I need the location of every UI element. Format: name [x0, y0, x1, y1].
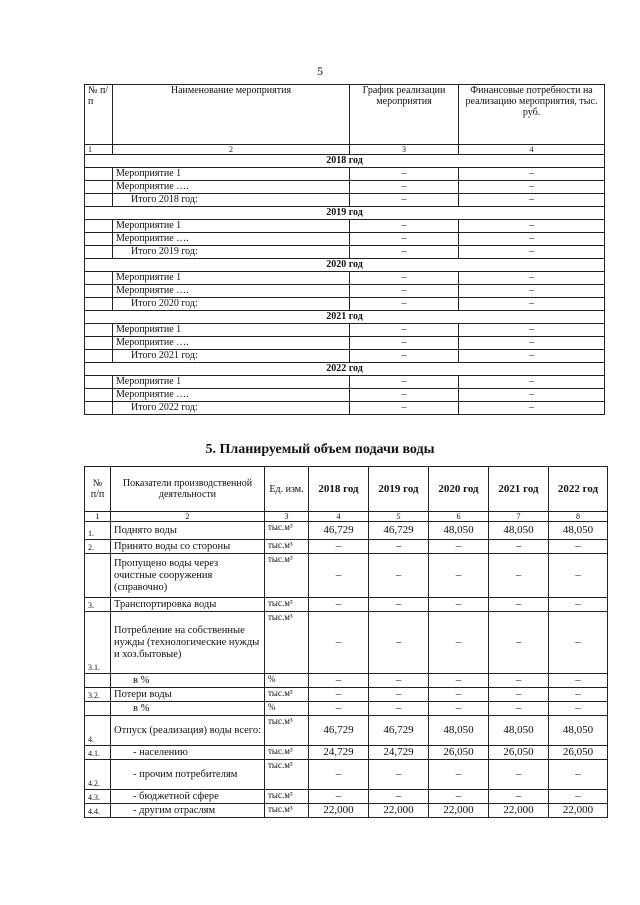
table-row: [85, 285, 605, 298]
table-row: [85, 612, 608, 674]
column-number-row: [85, 512, 608, 522]
value-cell: –: [549, 554, 608, 598]
row-num: [85, 350, 113, 363]
schedule-cell: –: [350, 285, 459, 298]
value-cell: –: [429, 554, 489, 598]
activity-name: Итого 2021 год:: [113, 350, 350, 363]
row-num: [85, 194, 113, 207]
value-cell: –: [309, 702, 369, 716]
table-header-row: [85, 85, 605, 145]
schedule-cell: –: [350, 220, 459, 233]
activity-name: Мероприятие ….: [113, 337, 350, 350]
indicator-name: - населению: [111, 746, 265, 760]
value-cell: 22,000: [549, 804, 608, 818]
col-number: 6: [429, 512, 489, 522]
value-cell: 26,050: [489, 746, 549, 760]
col-number: 5: [369, 512, 429, 522]
table-row: [85, 554, 608, 598]
col-number: 4: [309, 512, 369, 522]
value-cell: –: [309, 612, 369, 674]
finance-cell: –: [459, 298, 605, 311]
activity-name: Итого 2019 год:: [113, 246, 350, 259]
row-num: 4.: [85, 716, 111, 746]
header-num: № п/п: [85, 85, 113, 145]
unit-cell: тыс.м³: [265, 716, 309, 746]
activity-name: Итого 2022 год:: [113, 402, 350, 415]
indicator-name: в %: [111, 674, 265, 688]
header-year-2018: 2018 год: [309, 467, 369, 512]
value-cell: –: [309, 598, 369, 612]
table-header-row: [85, 467, 608, 512]
table-row: [85, 688, 608, 702]
schedule-cell: –: [350, 194, 459, 207]
unit-cell: тыс.м³: [265, 540, 309, 554]
col-number: 2: [111, 512, 265, 522]
header-year-2020: 2020 год: [429, 467, 489, 512]
table-row: [85, 598, 608, 612]
row-num: [85, 376, 113, 389]
header-indicator: Показатели производственной деятельности: [111, 467, 265, 512]
year-title: 2019 год: [85, 207, 605, 220]
value-cell: –: [429, 612, 489, 674]
activity-name: Итого 2020 год:: [113, 298, 350, 311]
value-cell: –: [549, 612, 608, 674]
indicator-name: - прочим потребителям: [111, 760, 265, 790]
value-cell: –: [489, 612, 549, 674]
activity-name: Мероприятие 1: [113, 168, 350, 181]
table-row: [85, 746, 608, 760]
activity-name: Мероприятие 1: [113, 220, 350, 233]
table-row: [85, 760, 608, 790]
value-cell: –: [549, 760, 608, 790]
value-cell: –: [549, 702, 608, 716]
col-number: 7: [489, 512, 549, 522]
page-number: 5: [317, 64, 323, 78]
finance-cell: –: [459, 324, 605, 337]
unit-cell: тыс.м³: [265, 554, 309, 598]
value-cell: –: [429, 674, 489, 688]
row-num: 4.1.: [85, 746, 111, 760]
row-num: 3.: [85, 598, 111, 612]
value-cell: –: [489, 760, 549, 790]
year-row: [85, 207, 605, 220]
unit-cell: тыс.м³: [265, 746, 309, 760]
value-cell: 22,000: [309, 804, 369, 818]
row-num: 4.4.: [85, 804, 111, 818]
finance-cell: –: [459, 389, 605, 402]
value-cell: –: [489, 688, 549, 702]
year-title: 2020 год: [85, 259, 605, 272]
year-row: [85, 311, 605, 324]
row-num: 4.2.: [85, 760, 111, 790]
col-number: 4: [459, 145, 605, 155]
value-cell: –: [429, 688, 489, 702]
schedule-cell: –: [350, 168, 459, 181]
activity-name: Мероприятие ….: [113, 285, 350, 298]
value-cell: –: [369, 612, 429, 674]
unit-cell: тыс.м³: [265, 598, 309, 612]
row-num: 3.2.: [85, 688, 111, 702]
activity-name: Мероприятие 1: [113, 272, 350, 285]
schedule-cell: –: [350, 233, 459, 246]
table-row: [85, 233, 605, 246]
year-row: [85, 363, 605, 376]
schedule-cell: –: [350, 181, 459, 194]
row-num: [85, 389, 113, 402]
value-cell: –: [309, 554, 369, 598]
row-num: [85, 233, 113, 246]
row-num: [85, 246, 113, 259]
supply-body: [85, 522, 608, 818]
value-cell: –: [429, 540, 489, 554]
value-cell: –: [309, 760, 369, 790]
row-num: 2.: [85, 540, 111, 554]
value-cell: 48,050: [429, 716, 489, 746]
table-row: [85, 350, 605, 363]
row-num: [85, 168, 113, 181]
indicator-name: - бюджетной сфере: [111, 790, 265, 804]
section-title: 5. Планируемый объем подачи воды: [205, 442, 435, 457]
value-cell: –: [489, 702, 549, 716]
value-cell: –: [369, 760, 429, 790]
finance-cell: –: [459, 272, 605, 285]
header-finance: Финансовые потребности на реализацию мероприятия, тыс. руб.: [459, 85, 605, 145]
value-cell: –: [369, 702, 429, 716]
finance-cell: –: [459, 220, 605, 233]
row-num: [85, 272, 113, 285]
value-cell: –: [309, 688, 369, 702]
row-num: 3.1.: [85, 612, 111, 674]
plan-body: [85, 155, 605, 415]
schedule-cell: –: [350, 298, 459, 311]
unit-cell: %: [265, 674, 309, 688]
row-num: 1.: [85, 522, 111, 540]
year-row: [85, 155, 605, 168]
indicator-name: - другим отраслям: [111, 804, 265, 818]
unit-cell: тыс.м³: [265, 612, 309, 674]
value-cell: 48,050: [549, 522, 608, 540]
schedule-cell: –: [350, 246, 459, 259]
value-cell: –: [429, 790, 489, 804]
finance-cell: –: [459, 181, 605, 194]
value-cell: –: [369, 790, 429, 804]
finance-cell: –: [459, 337, 605, 350]
value-cell: –: [369, 688, 429, 702]
col-number: 3: [265, 512, 309, 522]
table-row: [85, 324, 605, 337]
row-num: [85, 181, 113, 194]
value-cell: 48,050: [549, 716, 608, 746]
header-num: № п/п: [85, 467, 111, 512]
value-cell: –: [429, 760, 489, 790]
schedule-cell: –: [350, 350, 459, 363]
activity-name: Итого 2018 год:: [113, 194, 350, 207]
value-cell: 26,050: [549, 746, 608, 760]
water-supply-table: [84, 466, 608, 818]
indicator-name: Поднято воды: [111, 522, 265, 540]
value-cell: 46,729: [309, 522, 369, 540]
table-row: [85, 402, 605, 415]
row-num: [85, 402, 113, 415]
table-row: [85, 181, 605, 194]
finance-cell: –: [459, 168, 605, 181]
schedule-cell: –: [350, 272, 459, 285]
col-number: 3: [350, 145, 459, 155]
unit-cell: тыс.м³: [265, 688, 309, 702]
value-cell: 46,729: [309, 716, 369, 746]
header-name: Наименование мероприятия: [113, 85, 350, 145]
header-year-2021: 2021 год: [489, 467, 549, 512]
finance-cell: –: [459, 402, 605, 415]
value-cell: 48,050: [489, 716, 549, 746]
unit-cell: тыс.м³: [265, 760, 309, 790]
unit-cell: тыс.м³: [265, 804, 309, 818]
indicator-name: Принято воды со стороны: [111, 540, 265, 554]
value-cell: 48,050: [429, 522, 489, 540]
activity-name: Мероприятие ….: [113, 233, 350, 246]
finance-cell: –: [459, 246, 605, 259]
year-title: 2021 год: [85, 311, 605, 324]
value-cell: –: [309, 790, 369, 804]
finance-cell: –: [459, 233, 605, 246]
header-schedule: График реализации мероприятия: [350, 85, 459, 145]
row-num: [85, 702, 111, 716]
table-row: [85, 194, 605, 207]
col-number: 1: [85, 145, 113, 155]
year-title: 2018 год: [85, 155, 605, 168]
table-row: [85, 246, 605, 259]
value-cell: –: [549, 790, 608, 804]
value-cell: 46,729: [369, 522, 429, 540]
value-cell: –: [309, 540, 369, 554]
value-cell: 22,000: [489, 804, 549, 818]
unit-cell: тыс.м³: [265, 522, 309, 540]
col-number: 1: [85, 512, 111, 522]
unit-cell: тыс.м³: [265, 790, 309, 804]
table-row: [85, 337, 605, 350]
finance-cell: –: [459, 376, 605, 389]
table-row: [85, 376, 605, 389]
row-num: 4.3.: [85, 790, 111, 804]
value-cell: 22,000: [369, 804, 429, 818]
value-cell: –: [549, 598, 608, 612]
col-number: 8: [549, 512, 608, 522]
header-year-2022: 2022 год: [549, 467, 608, 512]
row-num: [85, 337, 113, 350]
indicator-name: Транспортировка воды: [111, 598, 265, 612]
row-num: [85, 285, 113, 298]
header-unit: Ед. изм.: [265, 467, 309, 512]
activity-name: Мероприятие ….: [113, 389, 350, 402]
table-row: [85, 168, 605, 181]
table-row: [85, 220, 605, 233]
indicator-name: Потери воды: [111, 688, 265, 702]
value-cell: –: [429, 598, 489, 612]
table-row: [85, 298, 605, 311]
schedule-cell: –: [350, 324, 459, 337]
row-num: [85, 220, 113, 233]
activities-plan-table: [84, 84, 605, 415]
schedule-cell: –: [350, 376, 459, 389]
value-cell: 24,729: [309, 746, 369, 760]
table-row: [85, 522, 608, 540]
schedule-cell: –: [350, 337, 459, 350]
value-cell: 24,729: [369, 746, 429, 760]
table-row: [85, 272, 605, 285]
schedule-cell: –: [350, 389, 459, 402]
value-cell: –: [309, 674, 369, 688]
row-num: [85, 298, 113, 311]
table-row: [85, 540, 608, 554]
value-cell: –: [489, 790, 549, 804]
col-number: 2: [113, 145, 350, 155]
value-cell: –: [489, 674, 549, 688]
finance-cell: –: [459, 285, 605, 298]
indicator-name: Отпуск (реализация) воды всего:: [111, 716, 265, 746]
value-cell: 26,050: [429, 746, 489, 760]
table-row: [85, 674, 608, 688]
activity-name: Мероприятие 1: [113, 376, 350, 389]
row-num: [85, 554, 111, 598]
value-cell: 48,050: [489, 522, 549, 540]
value-cell: –: [429, 702, 489, 716]
table-row: [85, 702, 608, 716]
table-row: [85, 804, 608, 818]
indicator-name: Пропущено воды через очистные сооружения (справочно): [111, 554, 265, 598]
header-year-2019: 2019 год: [369, 467, 429, 512]
value-cell: 46,729: [369, 716, 429, 746]
value-cell: –: [489, 554, 549, 598]
year-title: 2022 год: [85, 363, 605, 376]
value-cell: –: [549, 674, 608, 688]
year-row: [85, 259, 605, 272]
value-cell: 22,000: [429, 804, 489, 818]
table-row: [85, 389, 605, 402]
row-num: [85, 674, 111, 688]
column-number-row: [85, 145, 605, 155]
indicator-name: в %: [111, 702, 265, 716]
activity-name: Мероприятие 1: [113, 324, 350, 337]
value-cell: –: [369, 598, 429, 612]
schedule-cell: –: [350, 402, 459, 415]
value-cell: –: [369, 674, 429, 688]
indicator-name: Потребление на собственные нужды (технологические нужды и хоз.бытовые): [111, 612, 265, 674]
finance-cell: –: [459, 350, 605, 363]
table-row: [85, 790, 608, 804]
value-cell: –: [489, 540, 549, 554]
value-cell: –: [489, 598, 549, 612]
value-cell: –: [549, 540, 608, 554]
value-cell: –: [549, 688, 608, 702]
row-num: [85, 324, 113, 337]
unit-cell: %: [265, 702, 309, 716]
table-row: [85, 716, 608, 746]
value-cell: –: [369, 554, 429, 598]
finance-cell: –: [459, 194, 605, 207]
value-cell: –: [369, 540, 429, 554]
activity-name: Мероприятие ….: [113, 181, 350, 194]
